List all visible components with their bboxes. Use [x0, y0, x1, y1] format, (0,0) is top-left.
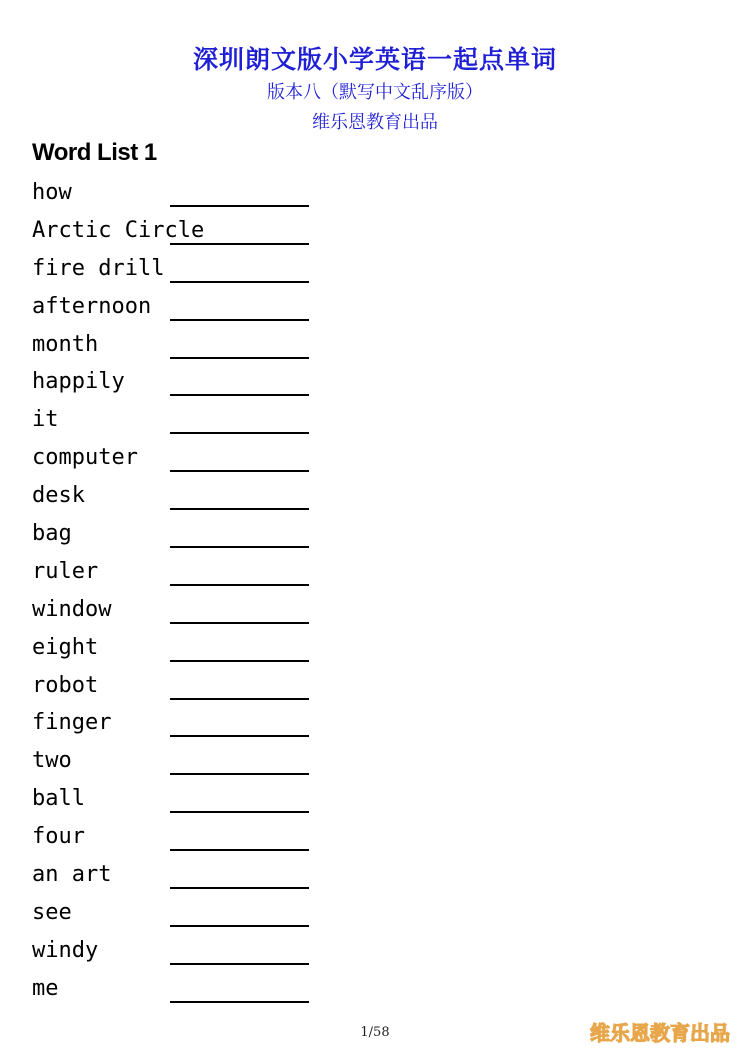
- word-list-heading: Word List 1: [32, 139, 157, 166]
- watermark-logo: 维乐恩教育出品: [590, 1021, 730, 1045]
- word-row: [32, 858, 332, 896]
- answer-blank: [170, 394, 309, 396]
- answer-blank: [170, 508, 309, 510]
- word-row: [32, 972, 332, 1010]
- answer-blank: [170, 849, 309, 851]
- answer-blank: [170, 887, 309, 889]
- answer-blank: [170, 1001, 309, 1003]
- english-word: how: [32, 180, 72, 205]
- answer-blank: [170, 357, 309, 359]
- answer-blank: [170, 205, 309, 207]
- page-number: 1/58: [360, 1025, 390, 1040]
- english-word: fire drill: [32, 255, 165, 281]
- english-word: window: [32, 596, 112, 622]
- word-row: [32, 479, 332, 517]
- word-row: [32, 631, 332, 669]
- english-word: it: [32, 407, 59, 433]
- answer-blank: [170, 963, 309, 965]
- word-row: [32, 365, 332, 403]
- document-title: 深圳朗文版小学英语一起点单词: [192, 45, 557, 74]
- english-word: bag: [32, 521, 72, 547]
- word-row: [32, 555, 332, 593]
- word-list: [32, 176, 332, 1010]
- answer-blank: [170, 432, 309, 434]
- english-word: eight: [32, 634, 99, 660]
- word-row: [32, 517, 332, 555]
- word-row: [32, 252, 332, 290]
- english-word: an art: [32, 862, 112, 888]
- english-word: four: [32, 824, 85, 850]
- answer-blank: [170, 546, 309, 548]
- answer-blank: [170, 243, 309, 245]
- word-row: [32, 820, 332, 858]
- english-word: afternoon: [32, 293, 152, 319]
- english-word: desk: [32, 483, 85, 509]
- english-word: ruler: [32, 558, 99, 584]
- word-row: [32, 176, 332, 214]
- answer-blank: [170, 584, 309, 586]
- answer-blank: [170, 811, 309, 813]
- english-word: month: [32, 331, 99, 357]
- answer-blank: [170, 622, 309, 624]
- answer-blank: [170, 735, 309, 737]
- english-word: ball: [32, 786, 85, 812]
- word-row: [32, 214, 332, 252]
- answer-blank: [170, 319, 309, 321]
- answer-blank: [170, 698, 309, 700]
- word-row: [32, 896, 332, 934]
- answer-blank: [170, 281, 309, 283]
- word-row: [32, 290, 332, 328]
- word-row: [32, 782, 332, 820]
- word-row: [32, 706, 332, 744]
- word-row: [32, 441, 332, 479]
- word-row: [32, 744, 332, 782]
- word-row: [32, 593, 332, 631]
- word-row: [32, 669, 332, 707]
- word-row: [32, 403, 332, 441]
- english-word: windy: [32, 937, 99, 963]
- english-word: Arctic Circle: [32, 217, 205, 243]
- document-subtitle: 版本八（默写中文乱序版）: [267, 82, 483, 103]
- word-row: [32, 934, 332, 972]
- english-word: happily: [32, 369, 125, 395]
- producer-line: 维乐恩教育出品: [312, 112, 438, 133]
- answer-blank: [170, 660, 309, 662]
- english-word: robot: [32, 672, 99, 698]
- english-word: see: [32, 899, 72, 925]
- english-word: me: [32, 975, 59, 1001]
- answer-blank: [170, 470, 309, 472]
- word-row: [32, 328, 332, 366]
- answer-blank: [170, 773, 309, 775]
- english-word: two: [32, 748, 72, 774]
- english-word: finger: [32, 710, 112, 736]
- english-word: computer: [32, 445, 138, 471]
- answer-blank: [170, 925, 309, 927]
